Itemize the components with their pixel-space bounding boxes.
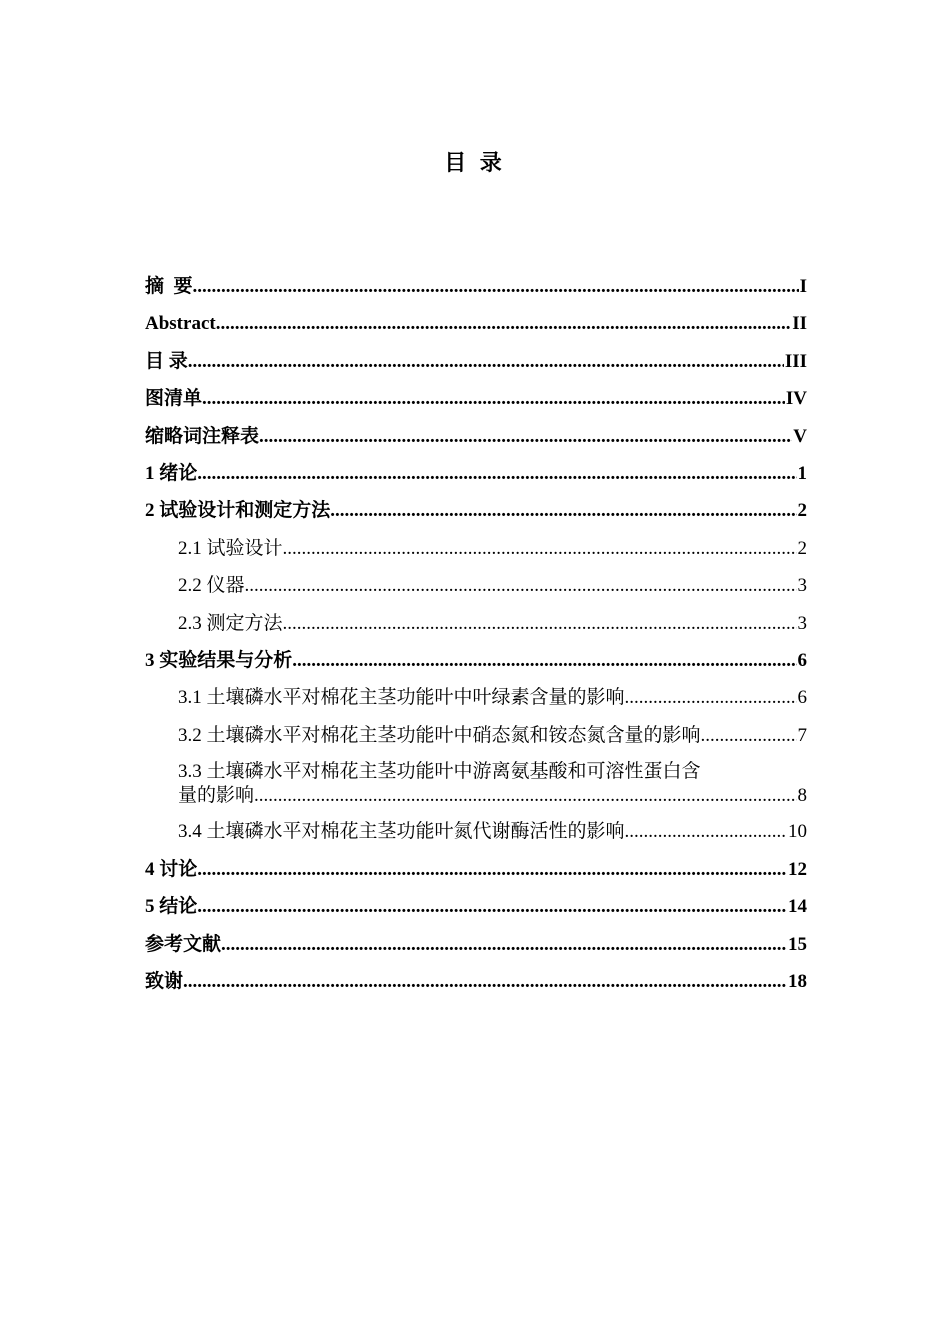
toc-entry-chapter-3[interactable] bbox=[145, 648, 807, 674]
toc-entry-section-2-2[interactable] bbox=[145, 573, 807, 599]
toc-entry-page: 18 bbox=[787, 969, 807, 995]
toc-entry-section-3-3[interactable] bbox=[145, 760, 807, 808]
toc-entry-label: 图清单 bbox=[145, 388, 203, 410]
toc-entry-page: 3 bbox=[797, 611, 808, 637]
toc-entry-chapter-2[interactable] bbox=[145, 498, 807, 524]
toc-entry-abbreviations[interactable] bbox=[145, 424, 807, 450]
toc-entry-page: 1 bbox=[797, 461, 808, 487]
toc-entry-label: 2.2 仪器 bbox=[178, 575, 245, 597]
toc-entry-section-2-1[interactable] bbox=[145, 536, 807, 562]
toc-entry-label: 3.1 土壤磷水平对棉花主茎功能叶中叶绿素含量的影响 bbox=[178, 687, 625, 709]
toc-entry-chapter-1[interactable] bbox=[145, 461, 807, 487]
toc-entry-page: 6 bbox=[797, 685, 808, 711]
toc-entry-acknowledgements[interactable] bbox=[145, 969, 807, 995]
toc-entry-chapter-4[interactable] bbox=[145, 857, 807, 883]
toc-entry-label: Abstract bbox=[145, 313, 216, 335]
toc-entry-label-line2: 量的影响 bbox=[178, 785, 255, 807]
toc-entry-label: 目 录 bbox=[145, 350, 188, 372]
toc-entry-label: 2.3 测定方法 bbox=[178, 612, 283, 634]
toc-entry-page: 15 bbox=[787, 932, 807, 958]
toc-entry-page: 8 bbox=[797, 785, 807, 807]
toc-entry-contents[interactable] bbox=[145, 349, 807, 375]
toc-entry-label: 摘 要 bbox=[145, 276, 193, 297]
toc-entry-label: 致谢 bbox=[145, 971, 184, 993]
toc-entry-page: V bbox=[792, 424, 807, 450]
toc-entry-page: III bbox=[784, 349, 807, 375]
toc-entry-label: 3.2 土壤磷水平对棉花主茎功能叶中硝态氮和铵态氮含量的影响 bbox=[178, 724, 701, 746]
toc-entry-section-3-1[interactable] bbox=[145, 685, 807, 711]
toc-entry-section-3-2[interactable] bbox=[145, 723, 807, 749]
toc-entry-page: 6 bbox=[797, 648, 808, 674]
toc-entry-section-3-4[interactable] bbox=[145, 819, 807, 845]
toc-entry-references[interactable] bbox=[145, 932, 807, 958]
toc-entry-label: 2 试验设计和测定方法 bbox=[145, 500, 331, 522]
toc-entry-page: 2 bbox=[797, 536, 808, 562]
toc-entry-label: 1 绪论 bbox=[145, 462, 198, 484]
toc-entry-figures[interactable] bbox=[145, 386, 807, 412]
toc-entry-page: 12 bbox=[787, 857, 807, 883]
toc-entry-label: 4 讨论 bbox=[145, 858, 198, 880]
toc-entry-label-line1: 3.3 土壤磷水平对棉花主茎功能叶中游离氨基酸和可溶性蛋白含 bbox=[178, 761, 701, 783]
toc-entry-page: II bbox=[791, 311, 807, 337]
toc-entry-label: 3 实验结果与分析 bbox=[145, 649, 293, 671]
toc-entry-page: I bbox=[799, 274, 807, 300]
toc-entry-abstract-en[interactable] bbox=[145, 311, 807, 337]
toc-entry-label: 缩略词注释表 bbox=[145, 425, 260, 447]
toc-entry-label: 3.4 土壤磷水平对棉花主茎功能叶氮代谢酶活性的影响 bbox=[178, 821, 625, 843]
toc-entry-page: 3 bbox=[797, 573, 808, 599]
toc-entry-page: 2 bbox=[797, 498, 808, 524]
toc-entry-section-2-3[interactable] bbox=[145, 611, 807, 637]
toc-entry-page: 14 bbox=[787, 894, 807, 920]
toc-entry-label: 2.1 试验设计 bbox=[178, 537, 283, 559]
toc-entry-page: 10 bbox=[787, 819, 807, 845]
toc-title: 目 录 bbox=[444, 150, 506, 175]
toc-entry-label: 5 结论 bbox=[145, 896, 198, 918]
toc-entry-label: 参考文献 bbox=[145, 933, 222, 955]
toc-entry-page: 7 bbox=[797, 723, 808, 749]
toc-entry-page: IV bbox=[785, 386, 807, 412]
toc-entry-chapter-5[interactable] bbox=[145, 894, 807, 920]
toc-entry-abstract-cn[interactable] bbox=[145, 274, 807, 300]
table-of-contents bbox=[145, 274, 807, 1006]
